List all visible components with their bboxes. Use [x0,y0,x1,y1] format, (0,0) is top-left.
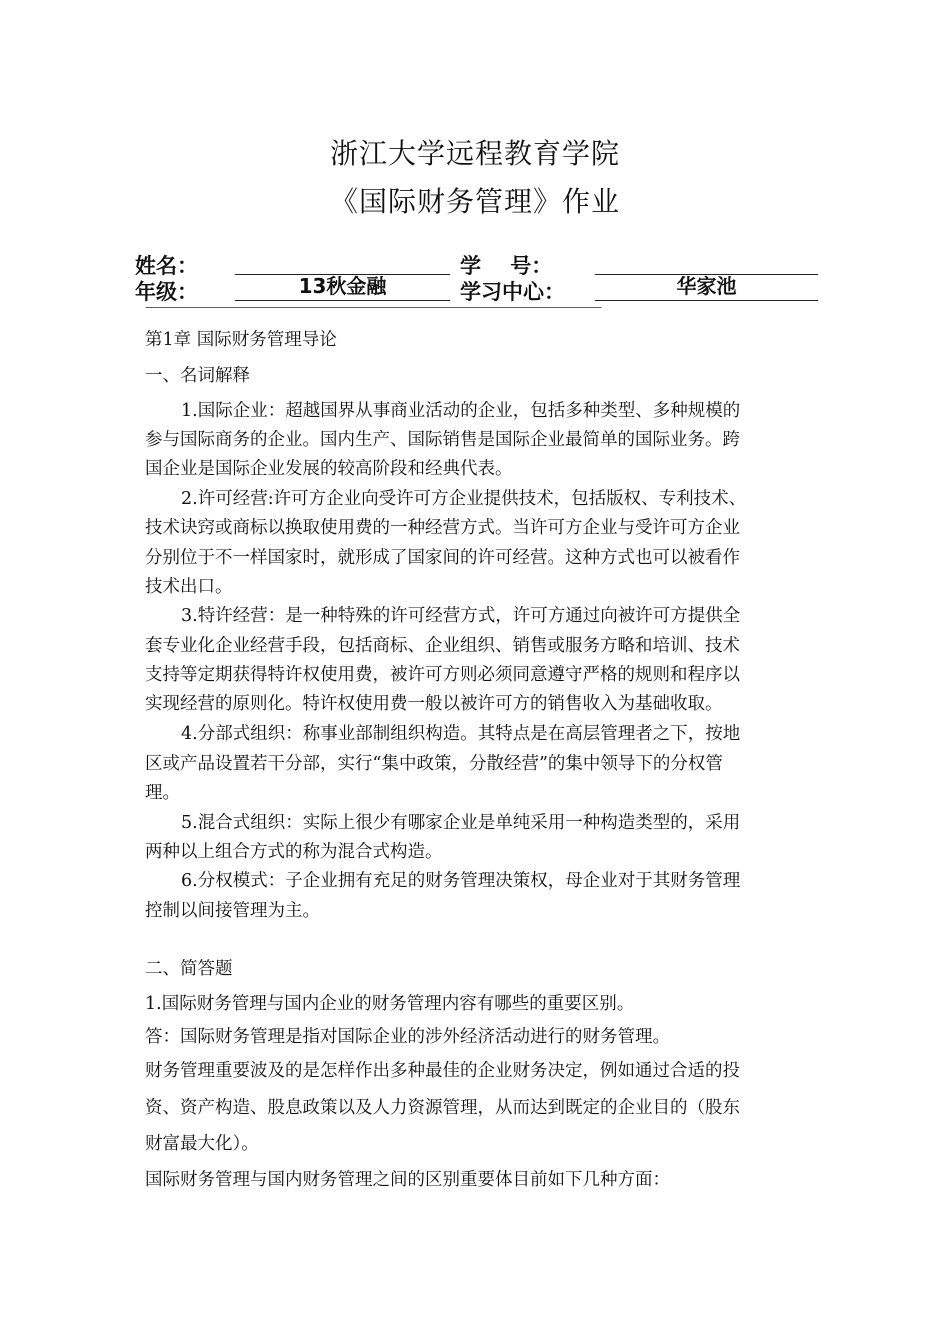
student-no-label: 学 号： [460,254,553,278]
document-title: 浙江大学远程教育学院 [329,137,620,170]
paragraph-line: 5.混合式组织：实际上很少有哪家企业是单纯采用一种构造类型的，采用 [181,813,741,833]
separator-line: —————————————————————————————————————— [145,301,601,315]
answer-line: 答：国际财务管理是指对国际企业的涉外经济活动进行的财务管理。 [145,1027,670,1047]
name-field [235,246,450,275]
section-heading: 一、名词解释 [145,366,250,386]
center-value: 华家池 [595,272,818,301]
paragraph-line: 套专业化企业经营手段，包括商标、企业组织、销售或服务方略和培训、技术 [145,636,740,656]
paragraph-line: 3.特许经营：是一种特殊的许可经营方式，许可方通过向被许可方提供全 [181,606,741,626]
chapter-heading: 第1章 国际财务管理导论 [145,330,337,350]
course-title: 《国际财务管理》作业 [329,185,620,218]
paragraph-line: 参与国际商务的企业。国内生产、国际销售是国际企业最简单的国际业务。跨 [145,430,740,450]
paragraph-line: 理。 [145,783,180,803]
section-heading: 二、简答题 [145,959,233,979]
paragraph-line: 两种以上组合方式的称为混合式构造。 [145,842,443,862]
student-no-field [595,246,818,275]
name-label: 姓名： [135,254,198,278]
paragraph-line: 实现经营的原则化。特许权使用费一般以被许可方的销售收入为基础收取。 [145,694,723,714]
answer-line: 国际财务管理与国内财务管理之间的区别重要体目前如下几种方面： [145,1170,670,1190]
paragraph-line: 控制以间接管理为主。 [145,901,320,921]
paragraph-line: 技术出口。 [145,577,233,597]
paragraph-line: 1.国际企业：超越国界从事商业活动的企业，包括多种类型、多种规模的 [181,401,741,421]
paragraph-line: 区或产品设置若干分部，实行“集中政策，分散经营”的集中领导下的分权管 [145,754,723,774]
grade-value: 13秋金融 [235,272,450,301]
question-line: 1.国际财务管理与国内企业的财务管理内容有哪些的重要区别。 [145,994,635,1014]
answer-line: 资、资产构造、股息政策以及人力资源管理，从而达到既定的企业目的（股东 [145,1098,740,1118]
center-label: 学习中心： [460,280,565,304]
paragraph-line: 技术诀窍或商标以换取使用费的一种经营方式。当许可方企业与受许可方企业 [145,518,740,538]
answer-line: 财务管理重要波及的是怎样作出多种最佳的企业财务决定，例如通过合适的投 [145,1061,740,1081]
paragraph-line: 国企业是国际企业发展的较高阶段和经典代表。 [145,459,513,479]
paragraph-line: 2.许可经营:许可方企业向受许可方企业提供技术，包括版权、专利技术、 [181,489,747,509]
answer-line: 财富最大化）。 [145,1134,259,1154]
paragraph-line: 6.分权模式：子企业拥有充足的财务管理决策权，母企业对于其财务管理 [181,871,741,891]
paragraph-line: 分别位于不一样国家时，就形成了国家间的许可经营。这种方式也可以被看作 [145,548,740,568]
grade-label: 年级： [135,280,198,304]
paragraph-line: 支持等定期获得特许权使用费，被许可方则必须同意遵守严格的规则和程序以 [145,665,740,685]
paragraph-line: 4.分部式组织：称事业部制组织构造。其特点是在高层管理者之下，按地 [181,724,741,744]
